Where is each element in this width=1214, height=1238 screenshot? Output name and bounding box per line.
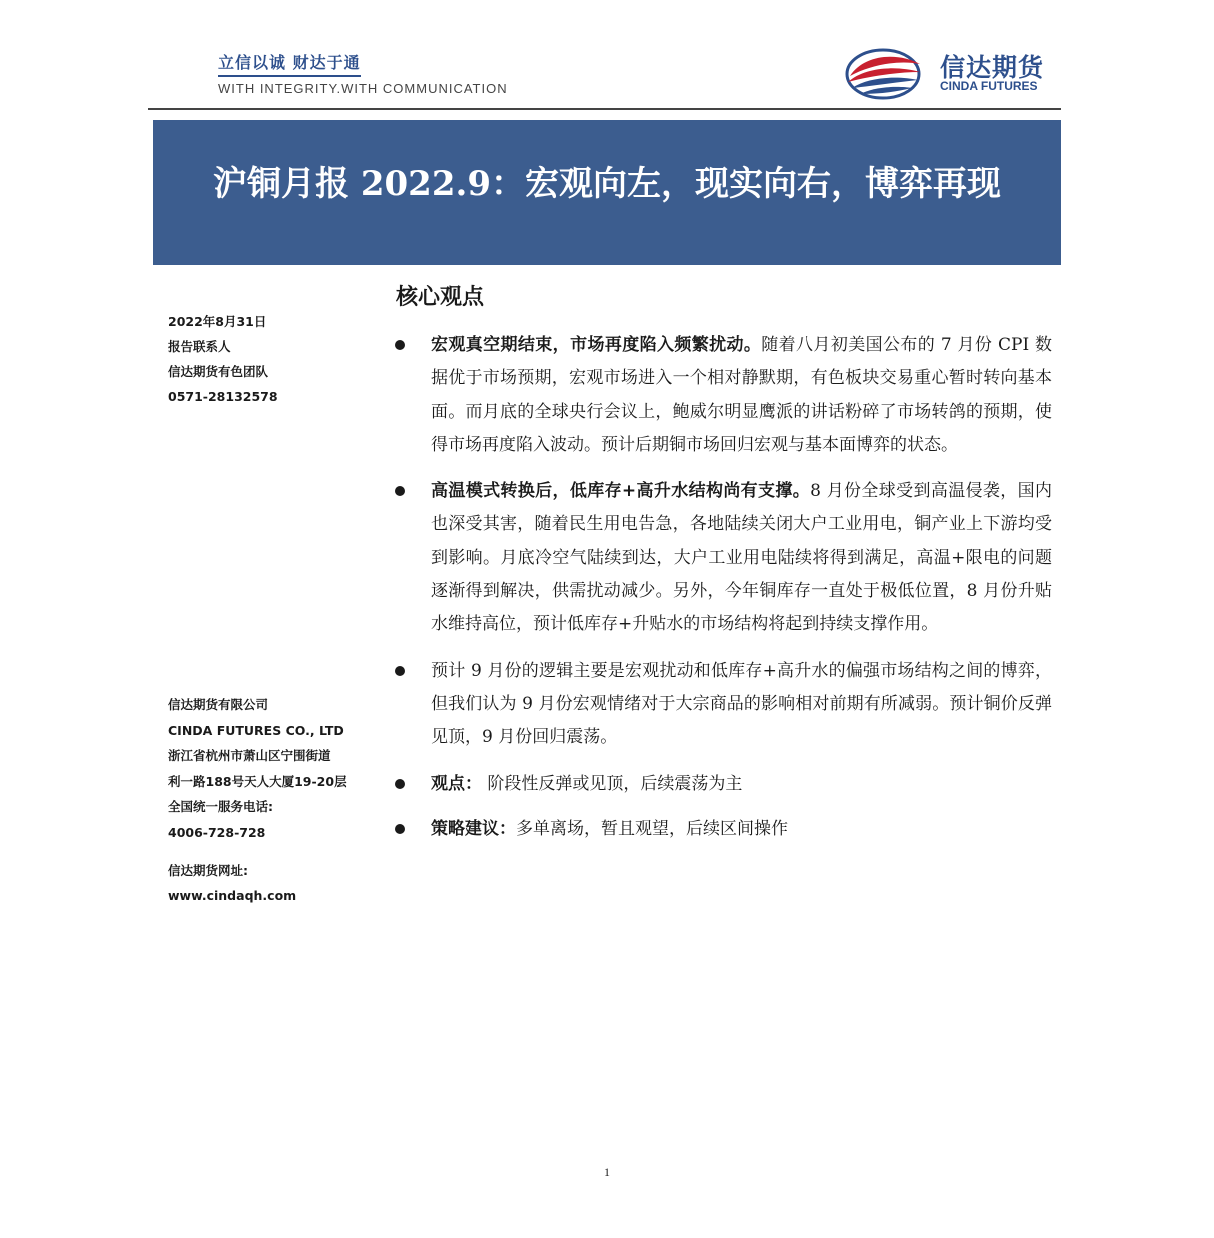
slogan-cn: 立信以诚 财达于通 [218, 50, 361, 77]
point-text: 多单离场，暂且观望，后续区间操作 [516, 818, 788, 839]
company-logo [842, 46, 1082, 102]
website-link[interactable]: www.cindaqh.com [168, 888, 297, 903]
page-number: 1 [604, 1165, 610, 1179]
title-banner [153, 120, 1061, 265]
hotline-label: 全国统一服务电话: [168, 799, 273, 814]
bullet-icon [395, 779, 405, 789]
logo-text-en: CINDA FUTURES [940, 79, 1038, 93]
company-name-en: CINDA FUTURES CO., LTD [168, 722, 344, 738]
list-item [392, 813, 1052, 846]
contact-team: 信达期货有色团队 [168, 364, 269, 379]
point-text: 预计 9 月份的逻辑主要是宏观扰动和低库存+高升水的偏强市场结构之间的博弈，但我们认为 9 月份宏观情绪对于大宗商品的影响相对前期有所减弱。预计铜价反弹见顶，9 月份回归震荡。 [431, 660, 1052, 748]
point-text: 阶段性反弹或见顶，后续震荡为主 [482, 773, 743, 794]
slogan-en: WITH INTEGRITY.WITH COMMUNICATION [218, 81, 508, 96]
point-text: 随着八月初美国公布的 7 月份 CPI 数据优于市场预期，宏观市场进入一个相对静默期，有色板块交易重心暂时转向基本面。而月底的全球央行会议上，鲍威尔明显鹰派的讲话粉碎了市场转鸽的预期，使得市场再度陷入波动。预计后期铜市场回归宏观与基本面博弈的状态。 [431, 335, 1053, 455]
company-address-line2: 利一路188号天人大厦19-20层 [168, 773, 347, 789]
core-points-list [392, 329, 1052, 846]
company-info [168, 692, 347, 845]
contact-phone: 0571-28132578 [168, 389, 278, 404]
report-title: 沪铜月报 2022.9：宏观向左，现实向右，博弈再现 [213, 164, 1001, 204]
bullet-icon [395, 486, 405, 496]
website-info [168, 858, 296, 908]
company-name-cn: 信达期货有限公司 [168, 697, 269, 712]
list-item [392, 655, 1052, 755]
list-item [392, 329, 1052, 462]
point-lead: 高温模式转换后，低库存+高升水结构尚有支撑。 [431, 481, 811, 502]
company-address-line1: 浙江省杭州市萧山区宁围街道 [168, 748, 331, 763]
list-item [392, 768, 1052, 801]
cinda-emblem-icon [842, 46, 924, 102]
point-lead: 观点： [431, 773, 482, 794]
report-info [168, 309, 278, 409]
bullet-icon [395, 824, 405, 834]
bullet-icon [395, 340, 405, 350]
report-date: 2022年8月31日 [168, 314, 267, 329]
hotline-number: 4006-728-728 [168, 824, 266, 840]
logo-text-cn: 信达期货 [940, 53, 1045, 82]
header-divider [148, 108, 1061, 110]
website-label: 信达期货网址: [168, 863, 248, 878]
contact-label: 报告联系人 [168, 339, 231, 354]
list-item [392, 475, 1052, 641]
core-heading: 核心观点 [396, 284, 485, 310]
bullet-icon [395, 666, 405, 676]
point-lead: 策略建议： [431, 818, 516, 839]
point-text: 8 月份全球受到高温侵袭，国内也深受其害，随着民生用电告急，各地陆续关闭大户工业用电，铜产业上下游均受到影响。月底冷空气陆续到达，大户工业用电陆续将得到满足，高温+限电的问题逐渐得到解决，供需扰动减少。另外，今年铜库存一直处于极低位置，8 月份升贴水维持高位，预计低库存+升贴水的市场结构将起到持续支撑作用。 [431, 481, 1052, 635]
point-lead: 宏观真空期结束，市场再度陷入频繁扰动。 [431, 335, 762, 355]
